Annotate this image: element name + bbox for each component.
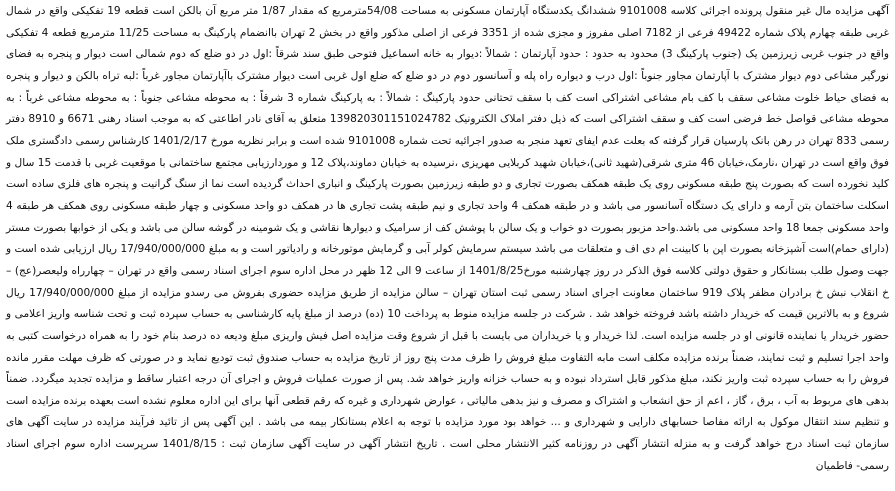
notice-body-text: آگهی مزایده مال غیر منقول پرونده اجرائی کلاسه 9101008 ششدانگ یکدستگاه آپارتمان مسکونی به مساحت 54/08مترمربع که مقدار 1/87 متر مربع آن بالکن است قطعه 19 تفکیکی واقع در شمال غربی طبقه چهارم پلاک شماره 49422 فرعی از 7182 اصلی مفروز و مجزی شده از 3351 فرعی از اصلی مذکور واقع در بخش 2 تهران باانضمام پارکینگ به مساحت 11/25 مترمربع قطعه 4 تفکیکی واقع در جنوب غربی زیرزمین یک (جنوب پارکینگ 3) محدود به حدود : حدود آپارتمان : شمالاً :دیوار به خانه اسماعیل فتوحی طبق سند شرقاً :اول در دو ضلع که دوم شمالی است دیوار و پنجره به فضای نورگیر مشاعی دوم دیوار مشترک با آپارتمان مجاور جنوباً :اول درب و دیواره راه پله و آسانسور دوم در دو ضلع که ضلع اول غربی است دیوار مشترک باآپارتمان مجاور غرباً :لبه تراه بالکن و دیوار و پنجره به فضای حیاط خلوت مشاعی سقف با کف بام مشاعی اشتراکی است کف با سقف تحتانی حدود پارکینگ : شمالاً : به پارکینگ شماره 3 شرقاً : به محوطه مشاعی جنوباً : به محوطه مشاعی غرباً : به محوطه مشاعی قواصل خط فرضی است کف و سقف اشتراکی است که ذیل دفتر املاک الکترونیک 139820301151024782 متعلق به آقای نادر اطاعتی که به موجب اسناد رهنی 6671 و 8910 دفتر رسمی 833 تهران در رهن بانک پارسیان قرار گرفته که بعلت عدم ایفای تعهد منجر به صدور اجرائیه تحت شماره 9101008 شده است و برابر نظریه مورخ 1401/2/17 کارشناس رسمی دادگستری ملک فوق واقع است در تهران ،نارمک،خیابان 46 متری شرقی(شهید ثانی)،خیابان شهید کربلایی مهریزی ،نرسیده به خیابان دماوند،پلاک 12 و موردارزیابی مجتمع ساختمانی با موقعیت غربی با قدمت 15 سال و کلید نخورده است که بصورت پنج طبقه مسکونی روی یک طبقه همکف بصورت تجاری و دو طبقه زیرزمین بصورت پارکینگ و انباری احداث گردیده است نما از سنگ گرانیت و پنجره های فلزی ساده است اسکلت ساختمان بتن آرمه و دارای یک دستگاه آسانسور می باشد و در طبقه همکف 4 واحد تجاری و نیم طبقه پشت تجاری ها در همکف دو واحد مسکونی و چهار طبقه مسکونی روی همکف هر طبقه 4 واحد مسکونی جمعا 18 واحد مسکونی می باشد.واحد مزبور بصورت دو خواب و یک سالن با پوشش کف از سرامیک و دیوارها نقاشی و یک شومینه در گوشه سالن می باشد و یکی از خوابها بصورت مستر (دارای حمام)است آشپزخانه بصورت اپن با کابینت ام دی اف و متعلقات می باشد سیستم سرمایش کولر آبی و گرمایش موتورخانه و رادیاتور است و به مبلغ 17/940/000/000 ریال ارزیابی شده است و جهت وصول طلب بستانکار و حقوق دولتی کلاسه فوق الذکر در روز چهارشنبه مورخ1401/8/25 از ساعت 9 الی 12 ظهر در محل اداره سوم اجرای اسناد رسمی واقع در تهران – چهارراه ولیعصر(عج) –خ انقلاب نبش خ برادران مظفر پلاک 919 ساختمان معاونت اجرای اسناد رسمی ثبت استان تهران – سالن مزایده از طریق مزایده حضوری بفروش می رسدو مزایده از مبلغ 17/940/000/000 ریال شروع و به بالاترین قیمت که خریدار داشته باشد فروخته خواهد شد . شرکت در جلسه مزایده منوط به پرداخت 10 (ده) درصد از مبلغ پایه کارشناسی به حساب سپرده ثبت و تحت شناسه واریز اعلامی و حضور خریدار یا نماینده قانونی او در جلسه مزایده است. لذا خریدار و یا خریداران می بایست با قبل از شروع وقت مزایده اصل فیش واریزی مبلغ ودیعه ده درصد بنام خود را به همراه درخواست کتبی به واحد اجرا تسلیم و ثبت نمایند، ضمناً برنده مزایده مکلف است مابه التفاوت مبلغ فروش را ظرف مدت پنج روز از تاریخ مزایده به حساب صندوق ثبت تودیع نماید و در صورتی که ظرف مهلت مقرر مانده فروش را به حساب سپرده ثبت واریز نکند، مبلغ مذکور قابل استرداد نبوده و به حساب خزانه واریز خواهد شد. پس از صورت عملیات فروش و اجرای آن درجه اعتبار ساقط و مزایده تجدید میگردد. ضمناً بدهی های مربوط به آب ، برق ، گاز ، اعم از حق انشعاب و اشتراک و مصرف و نیز بدهی مالیاتی ، عوارض شهرداری و غیره که رقم قطعی آنها برای این اداره معلوم نشده است بعهده برنده مزایده است و تنظیم سند انتقال موکول به ارائه مفاصا حسابهای دارایی و شهرداری و ... خواهد بود مورد مزایده با توجه به اعلام بستانکار بیمه می باشد . این آگهی پس از تائید فرآیند مزایده در سایت آگهی های سازمان ثبت اسناد درج خواهد گرفت و به منزله انتشار آگهی در روزنامه کثیر الانتشار محلی است . تاریخ انتشار آگهی در سایت آگهی سازمان ثبت : 1401/8/15 سرپرست اداره سوم اجرای اسناد رسمی- فاطمیان	[6, 5, 889, 472]
